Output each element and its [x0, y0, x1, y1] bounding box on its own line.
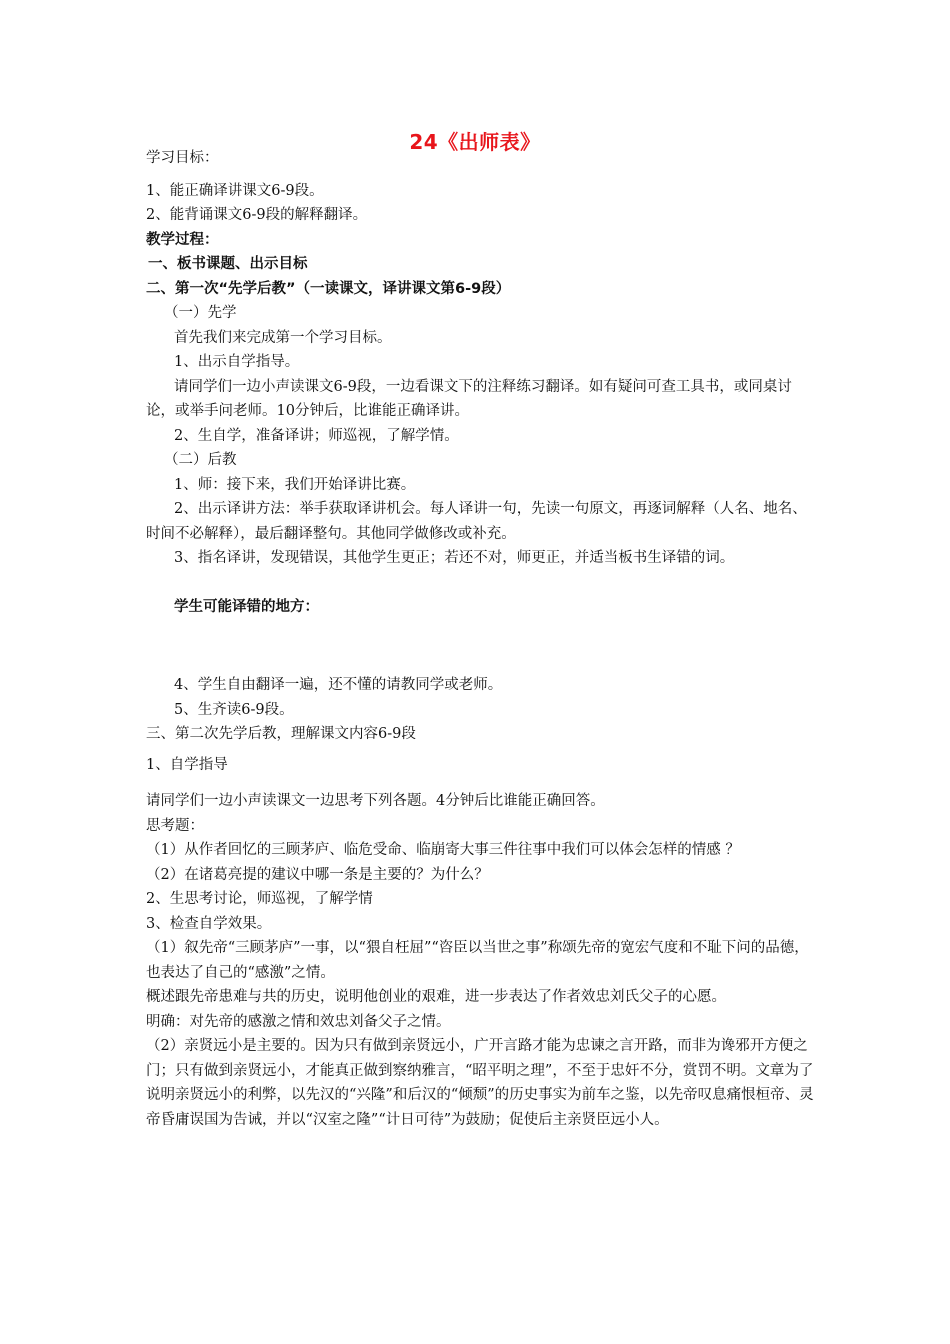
section-heading-process: 教学过程：	[146, 231, 219, 248]
section-heading-objectives: 学习目标：	[146, 150, 219, 166]
sub-heading: （一）先学	[164, 305, 237, 321]
paragraph: 1、自学指导	[146, 756, 228, 773]
sub-heading: （二）后教	[164, 452, 237, 468]
paragraph: 请同学们一边小声读课文6-9段，一边看课文下的注释练习翻译。如有疑问可查工具书，或同桌讨论，或举手问老师。10分钟后，比谁能正确译讲。	[146, 378, 792, 419]
paragraph: 请同学们一边小声读课文一边思考下列各题。4分钟后比谁能正确回答。	[146, 793, 605, 809]
document-title: 24《出师表》	[409, 130, 541, 154]
paragraph: 1、师：接下来，我们开始译讲比赛。	[174, 476, 416, 493]
paragraph: 首先我们来完成第一个学习目标。	[174, 329, 392, 346]
paragraph: 2、出示译讲方法：举手获取译讲机会。每人译讲一句，先读一句原文，再逐词解释（人名、地名、时间不必解释），最后翻译整句。其他同学做修改或补充。	[146, 501, 807, 542]
objective-item: 1、能正确译讲课文6-9段。	[146, 182, 324, 199]
paragraph: 概述跟先帝患难与共的历史，说明他创业的艰难，进一步表达了作者效忠刘氏父子的心愿。	[146, 989, 726, 1005]
paragraph: 3、指名译讲，发现错误，其他学生更正；若还不对，师更正，并适当板书生译错的词。	[174, 550, 735, 566]
objective-item: 2、能背诵课文6-9段的解释翻译。	[146, 207, 368, 223]
highlight-heading: 学生可能译错的地方：	[174, 598, 319, 615]
paragraph: 思考题：	[146, 817, 204, 834]
step-heading: 二、第一次“先学后教”（一读课文，译讲课文第6-9段）	[146, 280, 511, 297]
document-body	[146, 146, 818, 1132]
section-heading: 三、第二次先学后教，理解课文内容6-9段	[146, 726, 416, 742]
question-item: （1）从作者回忆的三顾茅庐、临危受命、临崩寄大事三件往事中我们可以体会怎样的情感 ？	[146, 842, 740, 858]
paragraph: 5、生齐读6-9段。	[174, 701, 294, 718]
paragraph: 2、生自学，准备译讲；师巡视，了解学情。	[174, 427, 459, 444]
question-item: （2）在诸葛亮提的建议中哪一条是主要的？为什么？	[146, 866, 489, 883]
paragraph: 4、学生自由翻译一遍，还不懂的请教同学或老师。	[174, 677, 503, 693]
answer-item: （2）亲贤远小是主要的。因为只有做到亲贤远小，广开言路才能为忠谏之言开路，而非为谗邪开方便之门；只有做到亲贤远小，才能真正做到察纳雅言，“昭平明之理”，不至于忠奸不分，赏罚不明。文章为了说明亲贤远小的利弊，以先汉的“兴隆”和后汉的“倾颓”的历史事实为前车之鉴，以先帝叹息痛恨桓帝、灵帝昏庸误国为告诫，并以“汉室之隆”“计日可待”为鼓励；促使后主亲贤臣远小人。	[146, 1038, 814, 1128]
paragraph: 明确：对先帝的感激之情和效忠刘备父子之情。	[146, 1013, 451, 1030]
paragraph: 1、出示自学指导。	[174, 354, 300, 370]
step-heading: 一、板书课题、出示目标	[148, 256, 308, 272]
answer-item: （1）叙先帝“三顾茅庐”一事，以“猥自枉屈”“咨臣以当世之事”称颂先帝的宽宏气度和不耻下问的品德，也表达了自己的“感激”之情。	[146, 940, 809, 981]
paragraph: 2、生思考讨论，师巡视，了解学情	[146, 891, 373, 907]
paragraph: 3、检查自学效果。	[146, 915, 272, 932]
